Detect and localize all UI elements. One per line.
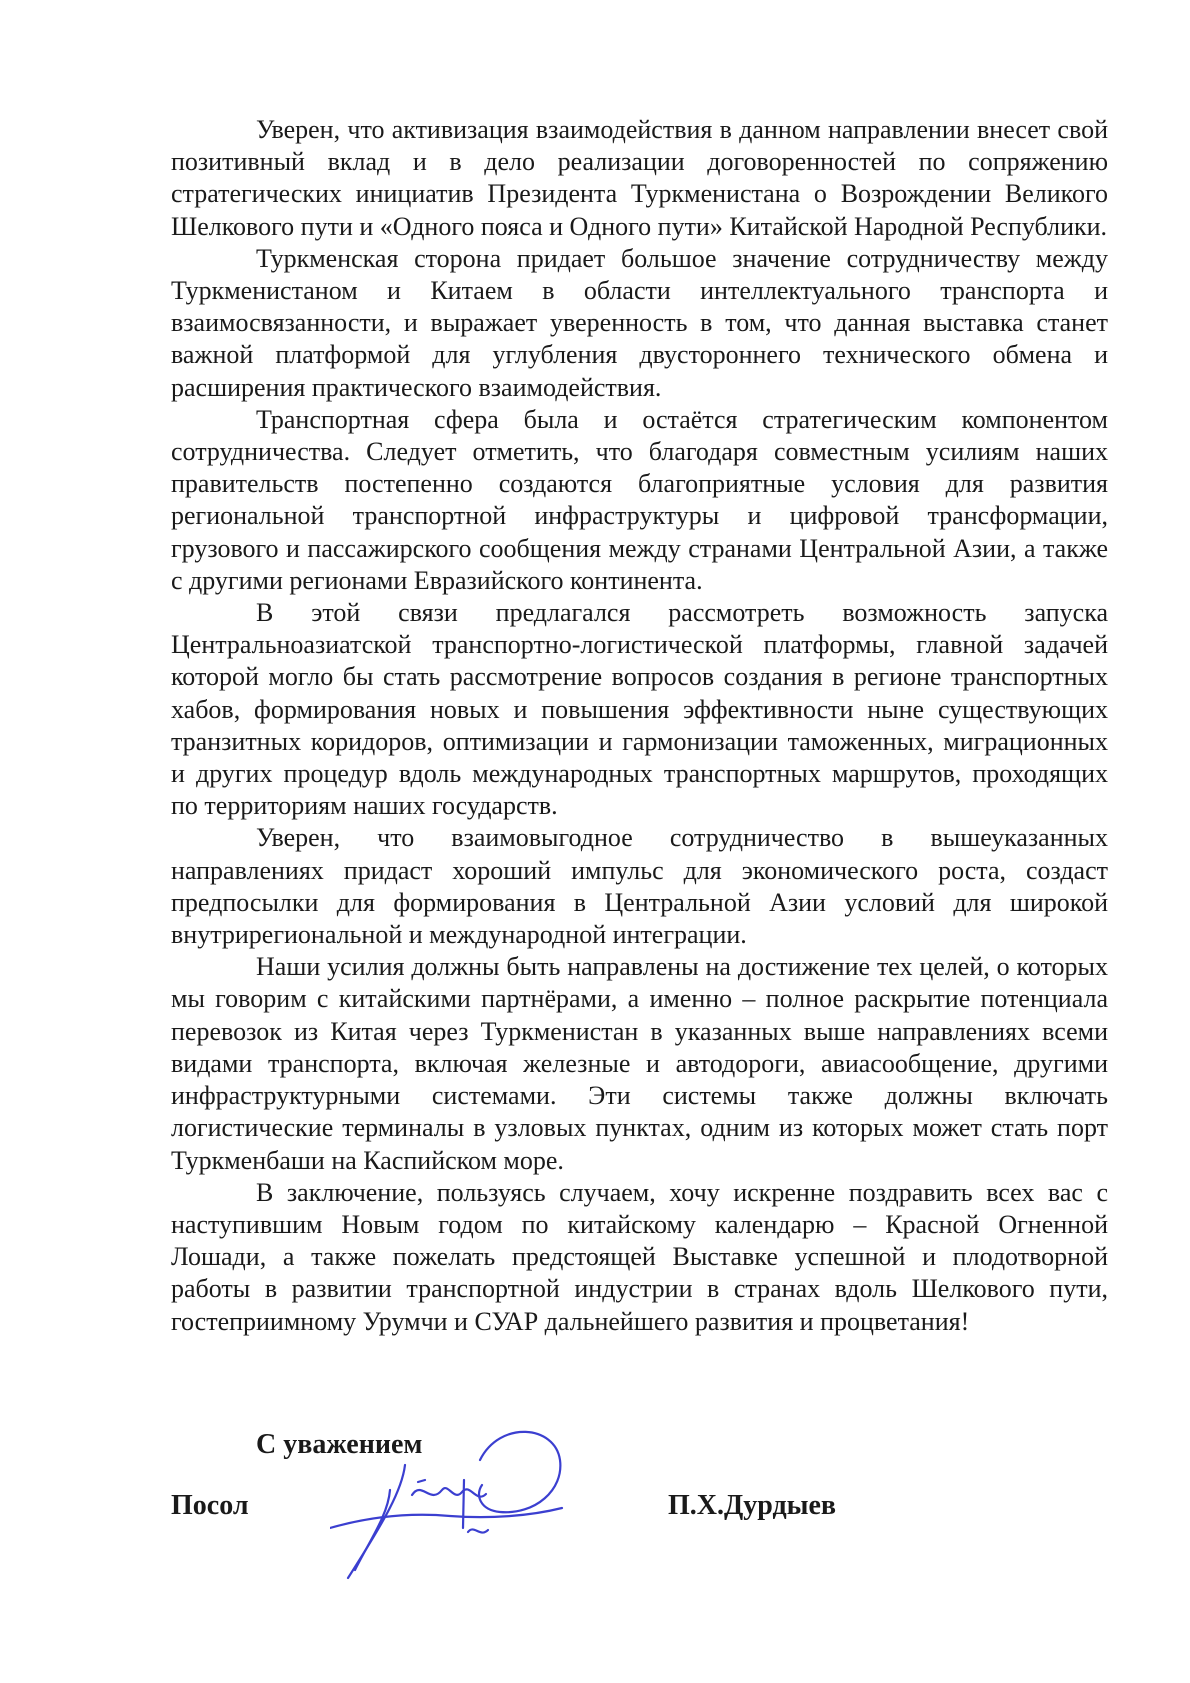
paragraph-6: Наши усилия должны быть направлены на достижение тех целей, о которых мы говорим с китайскими партнёрами, а именно – полное раскрытие потенциала перевозок из Китая через Туркменистан в указанных выше направлениях всеми видами транспорта, включая железные и автодороги, авиасообщение, другими инфраструктурными системами. Эти системы также должны включать логистические терминалы в узловых пунктах, одним из которых может стать порт Туркменбаши на Каспийском море. [171, 952, 1108, 1175]
paragraph-5: Уверен, что взаимовыгодное сотрудничество в вышеуказанных направлениях придаст хороший импульс для экономического роста, создаст предпосылки для формирования в Центральной Азии условий для широкой внутрирегиональной и международной интеграции. [171, 823, 1108, 950]
signatory-name: П.Х.Дурдыев [668, 1490, 837, 1521]
paragraph-2: Туркменская сторона придает большое значение сотрудничеству между Туркменистаном и Китаем в области интеллектуального транспорта и взаимосвязанности, и выражает уверенность в том, что данная выставка станет важной платформой для углубления двустороннего технического обмена и расширения практического взаимодействия. [171, 243, 1108, 402]
paragraph-7: В заключение, пользуясь случаем, хочу искренне поздравить всех вас с наступившим Новым годом по китайскому календарю – Красной Огненной Лошади, а также пожелать предстоящей Выставке успешной и плодотворной работы в развитии транспортной индустрии в странах вдоль Шелкового пути, гостеприимному Урумчи и СУАР дальнейшего развития и процветания! [171, 1177, 1108, 1336]
paragraph-3: Транспортная сфера была и остаётся стратегическим компонентом сотрудничества. Следует отметить, что благодаря совместным усилиям наших правительств постепенно создаются благоприятные условия для развития региональной транспортной инфраструктуры и цифровой трансформации, грузового и пассажирского сообщения между странами Центральной Азии, а также с другими регионами Евразийского континента. [171, 404, 1108, 595]
handwritten-signature [330, 1420, 580, 1580]
paragraph-4: В этой связи предлагался рассмотреть возможность запуска Центральноазиатской транспортно-логистической платформы, главной задачей которой могло бы стать рассмотрение вопросов создания в регионе транспортных хабов, формирования новых и повышения эффективности ныне существующих транзитных коридоров, оптимизации и гармонизации таможенных, миграционных и других процедур вдоль международных транспортных маршрутов, проходящих по территориям наших государств. [171, 598, 1108, 821]
closing-phrase: С уважением [256, 1429, 423, 1460]
paragraph-1: Уверен, что активизация взаимодействия в данном направлении внесет свой позитивный вклад и в дело реализации договоренностей по сопряжению стратегических инициатив Президента Туркменистана о Возрождении Великого Шелкового пути и «Одного пояса и Одного пути» Китайской Народной Республики. [171, 115, 1108, 241]
signer-position: Посол [171, 1490, 249, 1521]
letter-body [171, 114, 1108, 1338]
